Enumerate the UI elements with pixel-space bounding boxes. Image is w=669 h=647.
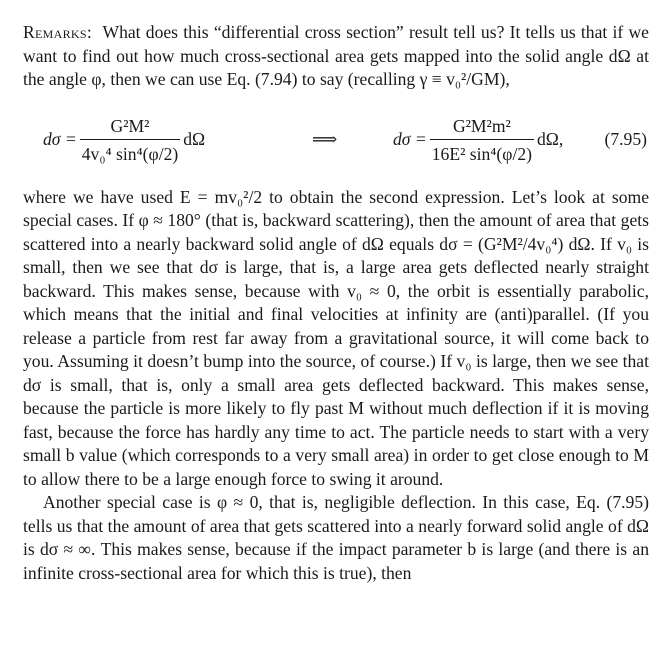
equation-right-side: [393, 106, 563, 174]
implies-arrow: [312, 106, 337, 174]
equation-lhs-2: dσ =: [393, 129, 427, 149]
fraction-1-denominator: 4v₀⁴ sin⁴(φ/2): [80, 139, 180, 165]
fraction-1-numerator: G²M²: [110, 115, 150, 136]
implies-symbol: ⟹: [312, 129, 338, 149]
fraction-2-denominator: 16E² sin⁴(φ/2): [430, 139, 534, 165]
remarks-paragraph: [23, 21, 649, 92]
body-paragraph-1: where we have used E = mv₀²/2 to obtain the second expression. Let’s look at some special cases. If φ ≈ 180° (that is, backward scattering), then the amount of area that gets scattered into a nearly backward solid angle of dΩ equals dσ = (G²M²/4v₀⁴) dΩ. If v₀ is small, then we see that dσ is large, that is, a large area gets deflected nearly straight backward. This makes sense, because with v₀ ≈ 0, the orbit is essentially parabolic, which means that the initial and final velocities at infinity are (anti)parallel. (If you release a particle from rest far away from a gravitational source, it will come back to you. Assuming it doesn’t bump into the source, of course.) If v₀ is large, then we see that dσ is small, that is, only a small area gets deflected backward. This makes sense, because the particle is more likely to fly past M without much deflection if it is moving fast, because the force has hardly any time to act. The particle needs to start with a very small b value (which corresponds to a very small area) in order to get close enough to M to allow there to be a large enough force to swing it around.: [23, 186, 649, 489]
remarks-text: What does this “differential cross section” result tell us? It tells us that if we want to find out how much cross-sectional area gets mapped into the solid angle dΩ at the angle φ, then we can use Eq. (7.94) to say (recalling γ ≡ v₀²/GM),: [23, 22, 649, 89]
remarks-label: Remarks:: [23, 22, 93, 42]
equation-tail-1: dΩ: [183, 129, 206, 149]
equation-lhs-1: dσ =: [43, 129, 77, 149]
equation-fraction-1: [80, 115, 180, 165]
equation-fraction-2: [430, 115, 534, 165]
equation-7-95: [23, 106, 649, 174]
fraction-2-numerator: G²M²m²: [452, 115, 511, 136]
equation-left-side: [43, 106, 205, 174]
body-paragraph-2: Another special case is φ ≈ 0, that is, negligible deflection. In this case, Eq. (7.95) tells us that the amount of area that gets scattered into a nearly forward solid angle of dΩ is dσ ≈ ∞. This makes sense, because if the impact parameter b is large (and there is an infinite cross-sectional area for which this is true), then: [23, 492, 649, 583]
page-content: [23, 21, 649, 585]
equation-tail-2: dΩ,: [537, 129, 564, 149]
equation-number: (7.95): [604, 129, 647, 149]
